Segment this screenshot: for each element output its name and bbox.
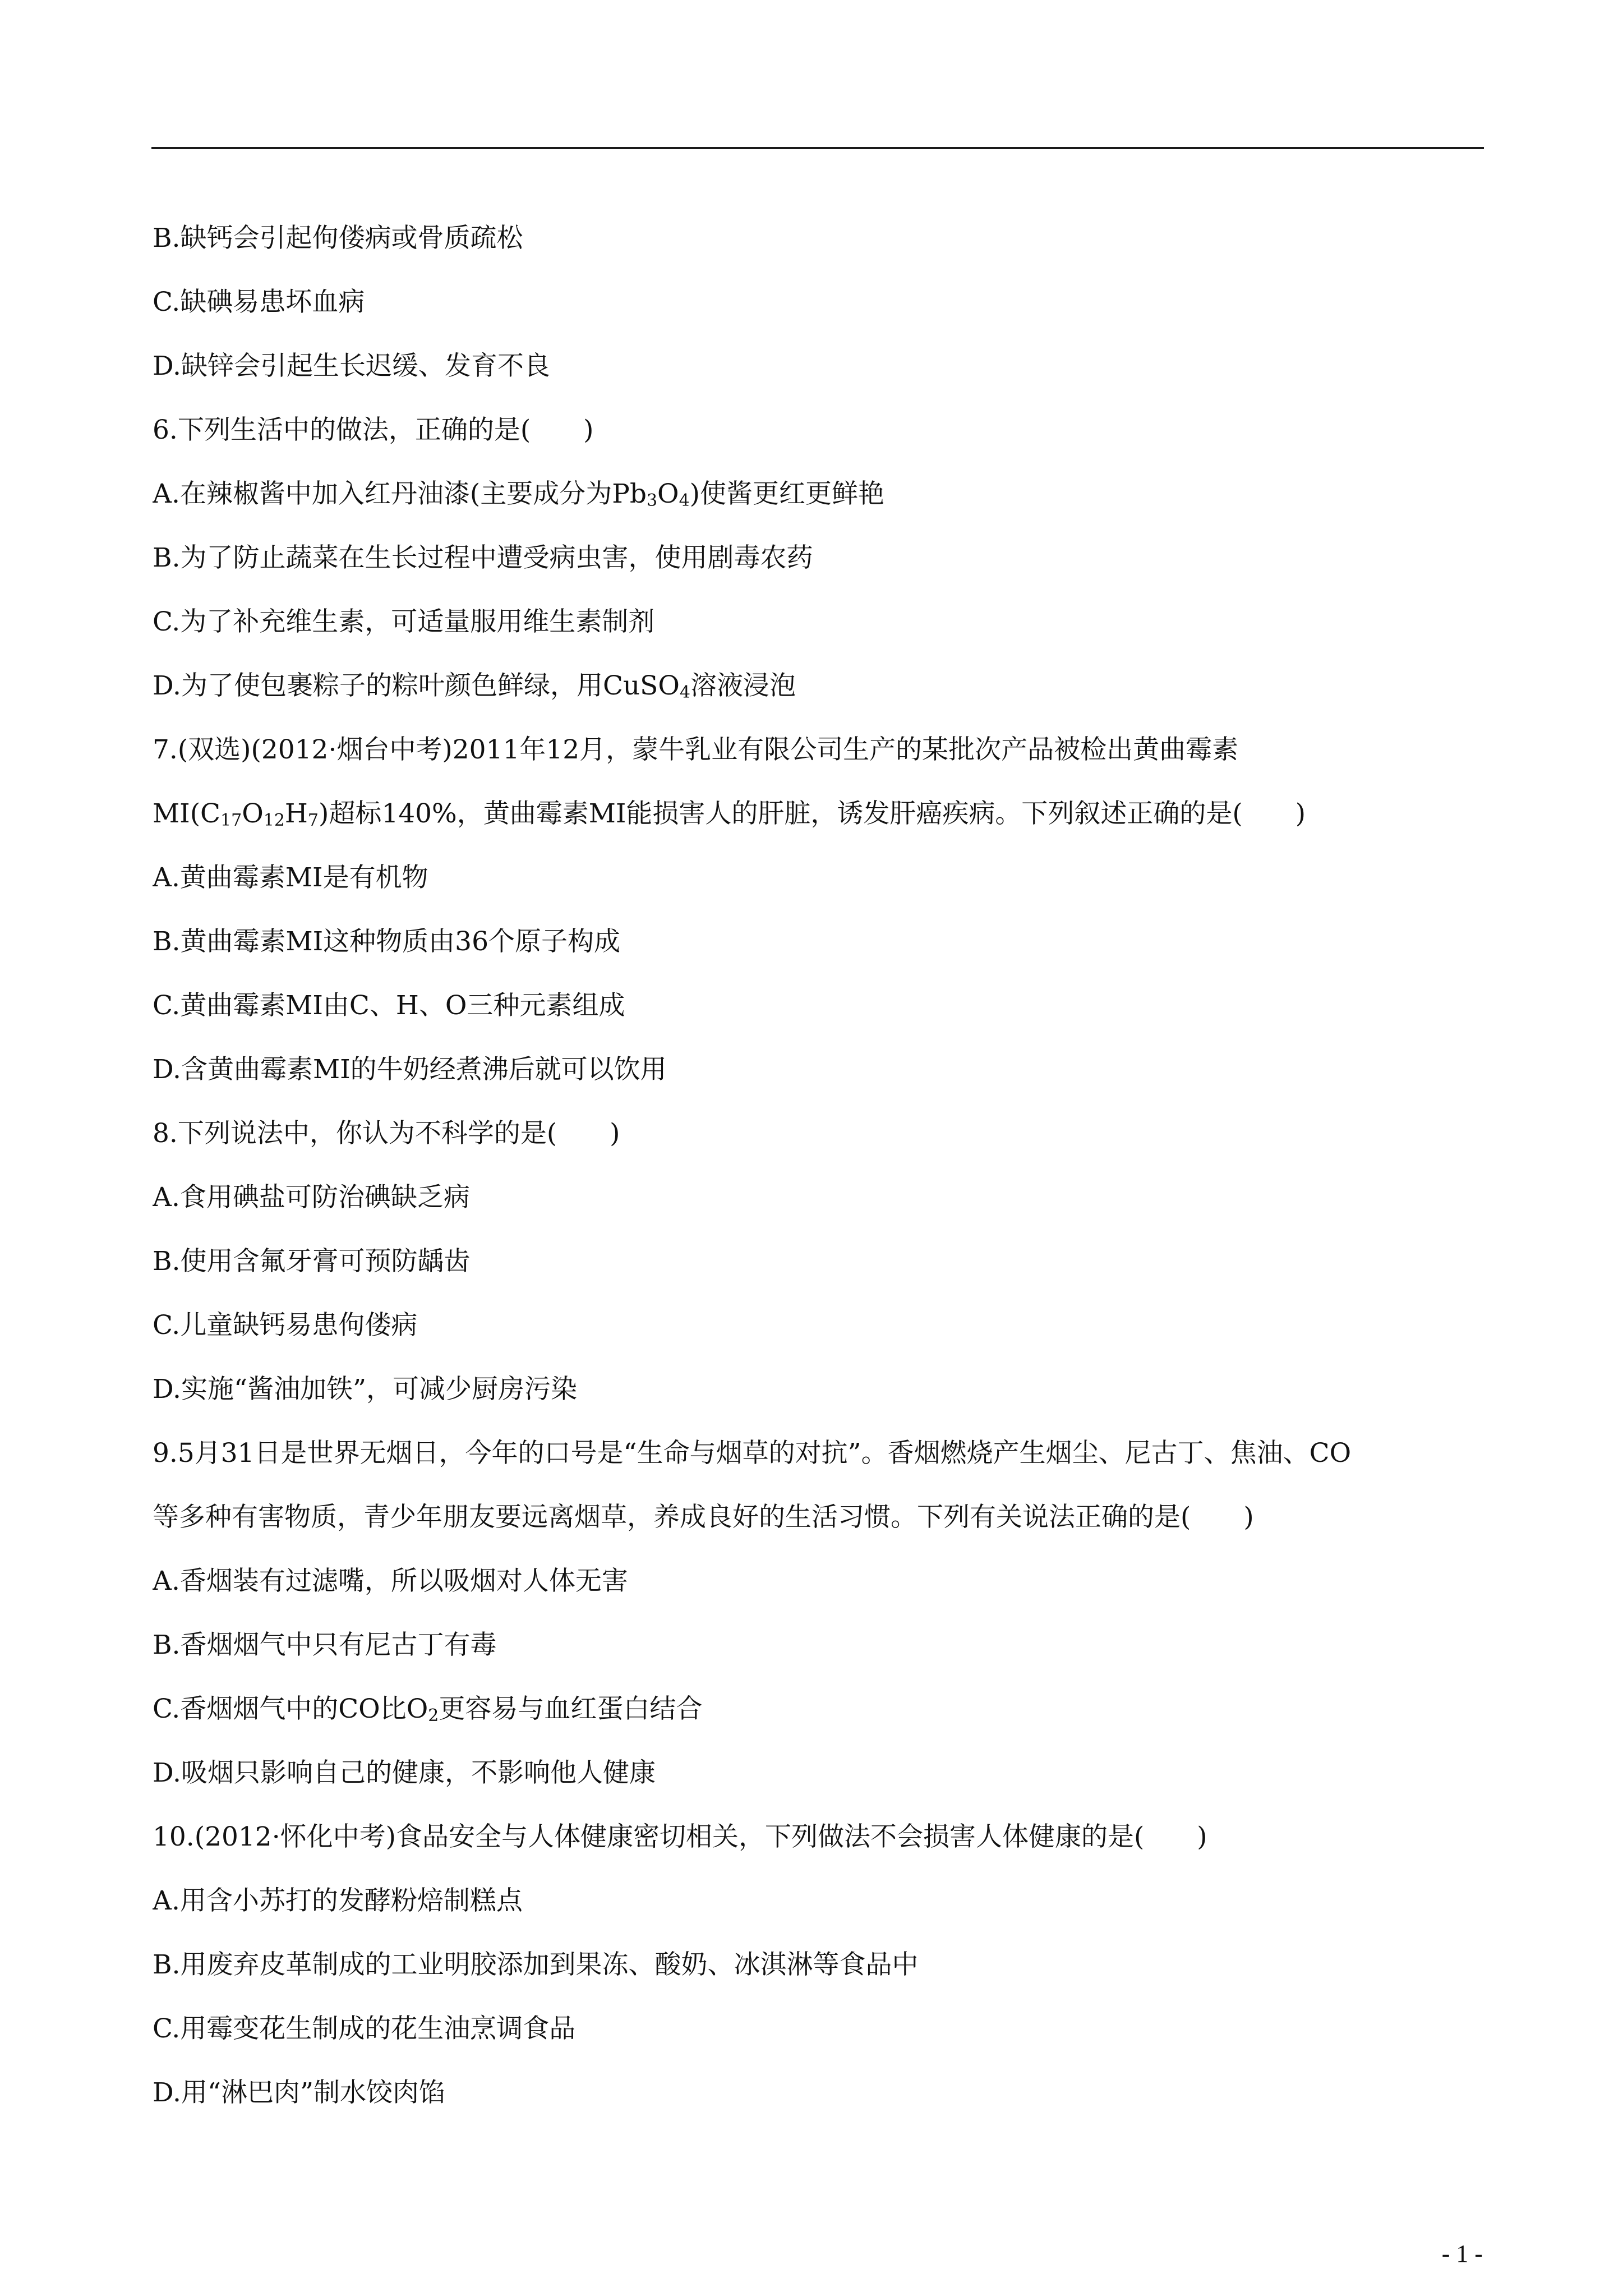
question-9-cont: 等多种有害物质，青少年朋友要远离烟草，养成良好的生活习惯。下列有关说法正确的是( ): [153, 1502, 1254, 1533]
option-10c: C.用霉变花生制成的花生油烹调食品: [153, 2013, 576, 2044]
option-5d: D.缺锌会引起生长迟缓、发育不良: [153, 351, 550, 381]
option-7b: B.黄曲霉素MI这种物质由36个原子构成: [153, 926, 620, 957]
option-6d: D.为了使包裹粽子的粽叶颜色鲜绿，用CuSO$_4$溶液浸泡: [153, 670, 796, 702]
option-7d: D.含黄曲霉素MI的牛奶经煮沸后就可以饮用: [153, 1054, 667, 1085]
option-6b: B.为了防止蔬菜在生长过程中遭受病虫害，使用剧毒农药: [153, 542, 813, 573]
question-7-cont: $MI(C_{17}O_{12}H_7)$超标140%，黄曲霉素MI能损害人的肝脏，诱发肝癌疾病。下列叙述正确的是( ): [153, 798, 1306, 830]
option-5c: C.缺碘易患坏血病: [153, 287, 365, 318]
option-8b: B.使用含氟牙膏可预防龋齿: [153, 1246, 471, 1277]
option-8a: A.食用碘盐可防治碘缺乏病: [153, 1182, 470, 1213]
option-9c: C.香烟烟气中的CO比$O_2$更容易与血红蛋白结合: [153, 1694, 703, 1726]
option-6c: C.为了补充维生素，可适量服用维生素制剂: [153, 606, 655, 637]
option-9d: D.吸烟只影响自己的健康，不影响他人健康: [153, 1757, 656, 1788]
option-6a: A.在辣椒酱中加入红丹油漆(主要成分为$Pb_3O_4$)使酱更红更鲜艳: [153, 478, 885, 510]
option-8c: C.儿童缺钙易患佝偻病: [153, 1310, 418, 1341]
option-9a: A.香烟装有过滤嘴，所以吸烟对人体无害: [153, 1566, 628, 1596]
option-7c: C.黄曲霉素MI由C、H、O三种元素组成: [153, 990, 625, 1021]
question-6: 6.下列生活中的做法，正确的是( ): [153, 415, 594, 445]
option-9b: B.香烟烟气中只有尼古丁有毒: [153, 1630, 497, 1660]
question-7: 7.(双选)(2012·烟台中考)2011年12月，蒙牛乳业有限公司生产的某批次产品被检出黄曲霉素: [153, 734, 1239, 765]
document-body: [153, 206, 1487, 2125]
option-7a: A.黄曲霉素MI是有机物: [153, 862, 428, 893]
option-10d: D.用“淋巴肉”制水饺肉馅: [153, 2077, 446, 2108]
page-number: - 1 -: [1441, 2240, 1483, 2267]
option-8d: D.实施“酱油加铁”，可减少厨房污染: [153, 1374, 578, 1405]
option-10a: A.用含小苏打的发酵粉焙制糕点: [153, 1885, 523, 1916]
header-rule: [151, 147, 1484, 149]
question-9: 9.5月31日是世界无烟日，今年的口号是“生命与烟草的对抗”。香烟燃烧产生烟尘、尼古丁、焦油、CO: [153, 1438, 1352, 1469]
question-8: 8.下列说法中，你认为不科学的是( ): [153, 1118, 620, 1149]
option-10b: B.用废弃皮革制成的工业明胶添加到果冻、酸奶、冰淇淋等食品中: [153, 1949, 919, 1980]
option-5b: B.缺钙会引起佝偻病或骨质疏松: [153, 223, 523, 254]
question-10: 10.(2012·怀化中考)食品安全与人体健康密切相关，下列做法不会损害人体健康的是( ): [153, 1821, 1207, 1852]
